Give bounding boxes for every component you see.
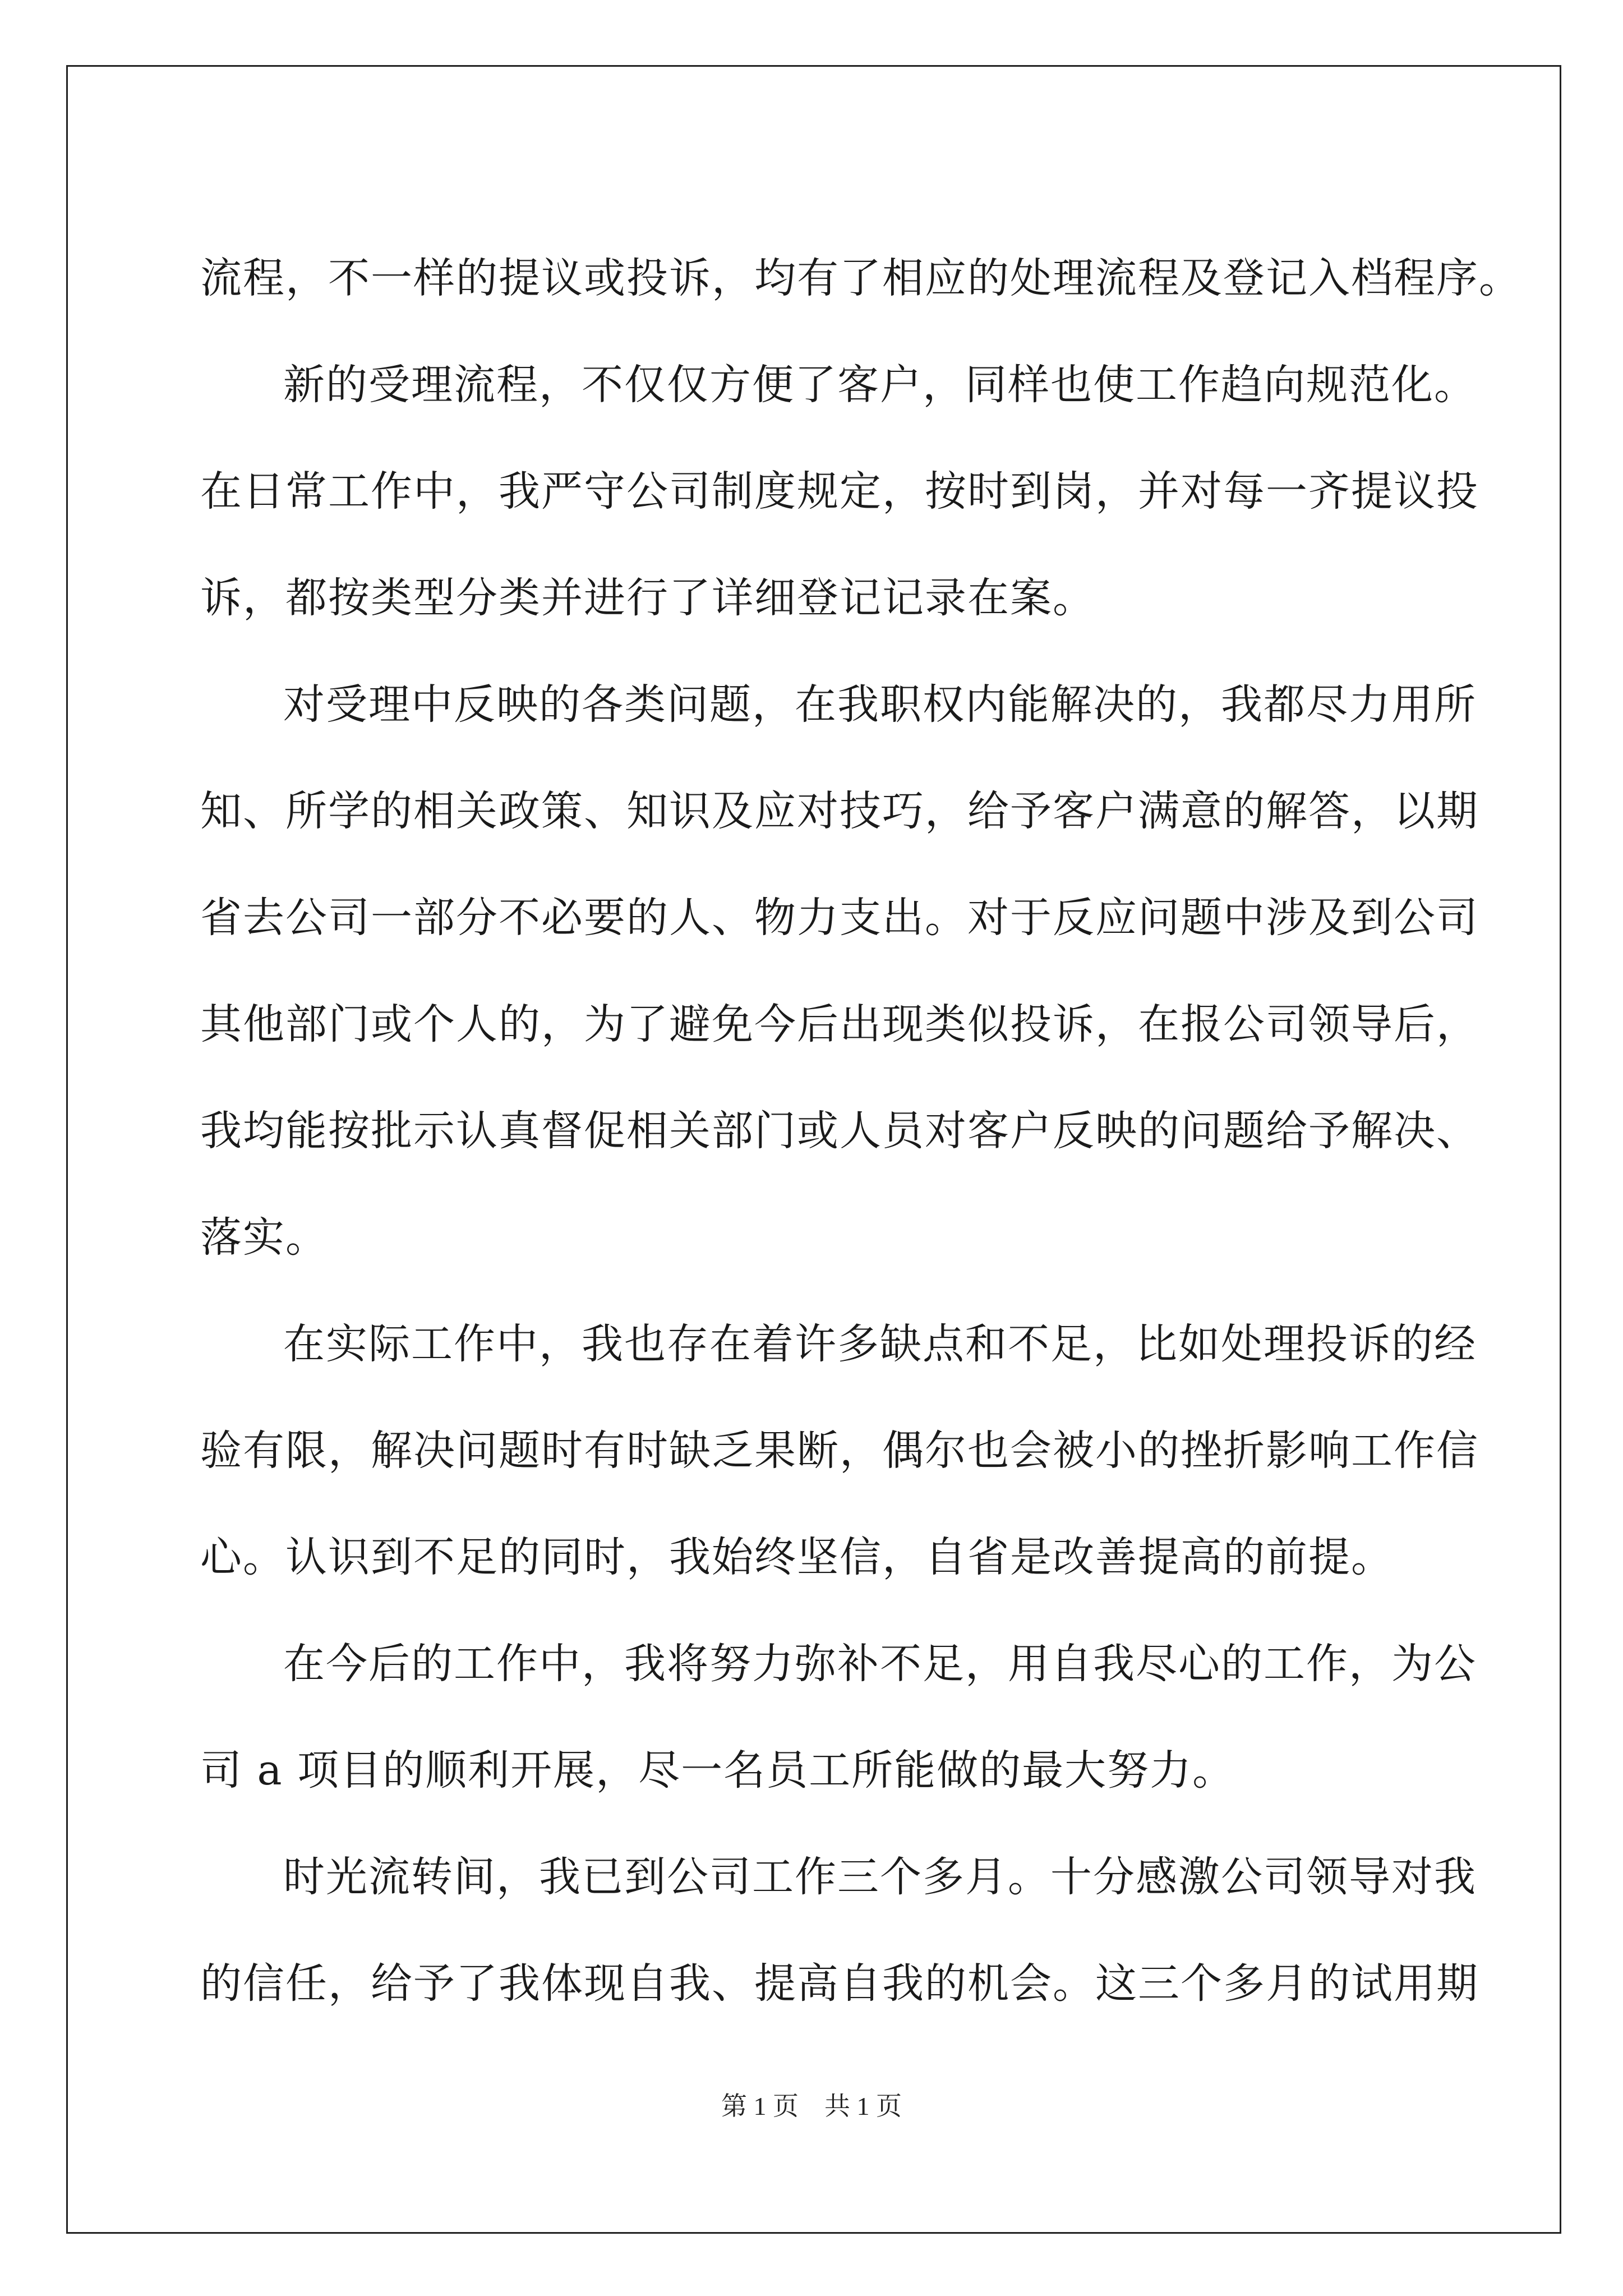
text-line: 的信任，给予了我体现自我、提高自我的机会。这三个多月的试用期	[200, 1959, 1479, 2008]
text-line: 在实际工作中，我也存在着许多缺点和不足，比如处理投诉的经	[283, 1320, 1477, 1368]
page-number-footer: 第 1 页 共 1 页	[721, 2092, 902, 2120]
text-line: 在今后的工作中，我将努力弥补不足，用自我尽心的工作，为公	[283, 1640, 1477, 1688]
text-line: 诉，都按类型分类并进行了详细登记记录在案。	[200, 574, 1095, 622]
text-line: 流程，不一样的提议或投诉，均有了相应的处理流程及登记入档程序。	[200, 254, 1521, 302]
text-line: 心。认识到不足的同时，我始终坚信，自省是改善提高的前提。	[200, 1533, 1394, 1581]
text-line: 司 a 项目的顺利开展，尽一名员工所能做的最大努力。	[200, 1746, 1235, 1795]
text-line: 省去公司一部分不必要的人、物力支出。对于反应问题中涉及到公司	[200, 894, 1479, 942]
document-body	[200, 222, 1521, 2033]
text-line: 其他部门或个人的，为了避免今后出现类似投诉，在报公司领导后，	[200, 1000, 1479, 1048]
text-line: 在日常工作中，我严守公司制度规定，按时到岗，并对每一齐提议投	[200, 467, 1479, 516]
text-line: 我均能按批示认真督促相关部门或人员对客户反映的问题给予解决、	[200, 1107, 1479, 1155]
text-line: 时光流转间，我已到公司工作三个多月。十分感激公司领导对我	[283, 1853, 1477, 1901]
text-line: 验有限，解决问题时有时缺乏果断，偶尔也会被小的挫折影响工作信	[200, 1427, 1479, 1475]
text-line: 知、所学的相关政策、知识及应对技巧，给予客户满意的解答，以期	[200, 787, 1479, 835]
text-line: 对受理中反映的各类问题，在我职权内能解决的，我都尽力用所	[283, 680, 1477, 729]
text-line: 新的受理流程，不仅仅方便了客户，同样也使工作趋向规范化。	[283, 361, 1477, 409]
text-line: 落实。	[200, 1213, 328, 1262]
